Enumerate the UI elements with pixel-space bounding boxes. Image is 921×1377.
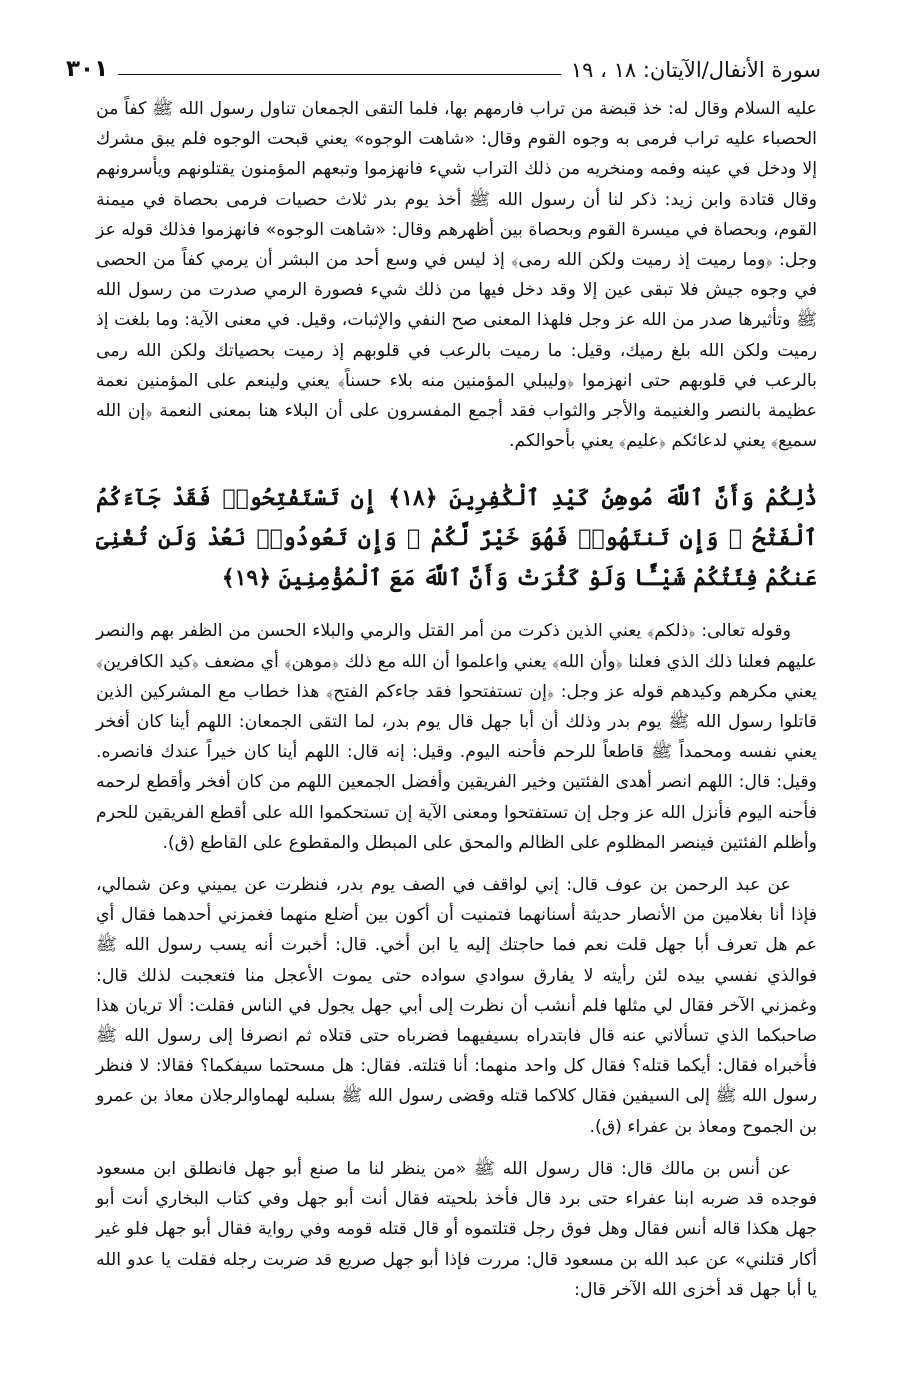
running-title: سورة الأنفال/الآيتان: ١٨ ، ١٩: [570, 58, 821, 82]
paragraph-2: وقوله تعالى: ﴿ذلكم﴾ يعني الذين ذكرت من أمر القتل والرمي والبلاء الحسن من الظفر بهم والنصر عليهم فعلنا ذلك الذي فعلنا ﴿وأن الله﴾ يعني واعلموا أن الله مع ذلك ﴿موهن﴾ أي مضعف ﴿كيد الكافرين﴾ يعني مكرهم وكيدهم قوله عز وجل: ﴿إن تستفتحوا فقد جاءكم الفتح﴾ هذا خطاب مع المشركين الذين قاتلوا رسول الله ﷺ يوم بدر وذلك أن أبا جهل قال يوم بدر، لما التقى الجمعان: اللهم أينا كان أفخر يعني نفسه ومحمداً ﷺ قاطعاً للرحم فأحنه اليوم. وقيل: إنه قال: اللهم أينا كان خيراً عندك فانصره. وقيل: قال: اللهم انصر أهدى الفئتين وخير الفريقين وأفضل الجمعين اللهم من كان أفخر وأقطع لرحمه فأحنه اليوم فأنزل الله عز وجل إن تستفتحوا ومعنى الآية إن تستحكموا الله على أقطع الفريقين للحرم وأظلم الفئتين فينصر المظلوم على الظالم والمحق على المبطل والمقطوع على القاطع (ق).: [96, 621, 817, 853]
body-text: [96, 94, 817, 1305]
header-rule: [118, 74, 561, 75]
paragraph-3: عن عبد الرحمن بن عوف قال: إني لواقف في الصف يوم بدر، فنظرت عن يميني وعن شمالي، فإذا أنا بغلامين من الأنصار حديثة أسنانهما فتمنيت أن أكون بين أضلع منهما فغمزني أحدهما فقال أي عم هل تعرف أبا جهل قلت نعم فما حاجتك إليه يا ابن أخي. قال: أخبرت أنه يسب رسول الله ﷺ فوالذي نفسي بيده لئن رأيته لا يفارق سوادي سواده حتى يموت الأعجل منا فتعجبت لذلك قال: وغمزني الآخر فقال لي مثلها فلم أنشب أن نظرت إلى أبي جهل يجول في الناس فقلت: ألا تريان هذا صاحبكما الذي تسألاني عنه قال فابتدراه بسيفيهما فضرباه حتى قتلاه ثم انصرفا إلى رسول الله ﷺ فأخبراه فقال: أيكما قتله؟ فقال كل واحد منهما: أنا قتلته. فقال: هل مسحتما سيفكما؟ فقالا: لا فنظر رسول الله ﷺ إلى السيفين فقال كلاكما قتله وقضى رسول الله ﷺ بسلبه لهماوالرجلان معاذ بن عمرو بن الجموح ومعاذ بن عفراء (ق).: [96, 875, 817, 1137]
paragraph-4: عن أنس بن مالك قال: قال رسول الله ﷺ «من ينظر لنا ما صنع أبو جهل فانطلق ابن مسعود فوجده قد ضربه ابنا عفراء حتى برد قال فأخذ بلحيته فقال أنت أبو جهل وفي كتاب البخاري أنت أبو جهل هكذا قاله أنس فقال وهل فوق رجل قتلتموه أو قال قتله قومه وفي رواية فقال أبو جهل فلو غير أكار قتلني» عن عبد الله بن مسعود قال: مررت فإذا أبو جهل صريع قد ضربت رجله فقلت يا عدو الله يا أبا جهل قد أخزى الله الآخر قال:: [96, 1158, 817, 1300]
quran-verse: ذَٰلِكُمْ وَأَنَّ ٱللَّهَ مُوهِنُ كَيْدِ ٱلْكَٰفِرِينَ ﴿١٨﴾ إِن تَسْتَفْتِحُوا۟ فَقَدْ جَآءَكُمُ ٱلْفَتْحُ ۖ وَإِن تَنتَهُوا۟ فَهُوَ خَيْرٌ لَّكُمْ ۖ وَإِن تَعُودُوا۟ نَعُدْ وَلَن تُغْنِىَ عَنكُمْ فِئَتُكُمْ شَيْـًٔا وَلَوْ كَثُرَتْ وَأَنَّ ٱللَّهَ مَعَ ٱلْمُؤْمِنِينَ ﴿١٩﴾: [96, 485, 817, 592]
paragraph-1: عليه السلام وقال له: خذ قبضة من تراب فارمهم بها، فلما التقى الجمعان تناول رسول الله ﷺ كفاً من الحصباء عليه تراب فرمى به وجوه القوم وقال: «شاهت الوجوه» يعني قبحت الوجوه فلم يبق مشرك إلا ودخل في عينه وفمه ومنخريه من ذلك التراب شيء فانهزموا وتبعهم المؤمنون يقتلونهم ويأسرونهم وقال قتادة وابن زيد: ذكر لنا أن رسول الله ﷺ أخذ يوم بدر ثلاث حصيات فرمى بحصاة في ميمنة القوم، وبحصاة في ميسرة القوم وبحصاة بين أظهرهم وقال: «شاهت الوجوه» فانهزموا فذلك قوله عز وجل: ﴿وما رميت إذ رميت ولكن الله رمى﴾ إذ ليس في وسع أحد من البشر أن يرمي كفاً من الحصى في وجوه جيش فلا تبقى عين إلا وقد دخل فيها من ذلك شيء فصورة الرمي صدرت من رسول الله ﷺ وتأثيرها صدر من الله عز وجل فلهذا المعنى صح النفي والإثبات، وقيل. في معنى الآية: وما بلغت إذ رميت ولكن الله بلغ رميك، وقيل: ما رميت بالرعب في قلوبهم إذ رميت بحصياتك ولكن الله رمى بالرعب في قلوبهم حتى انهزموا ﴿وليبلي المؤمنين منه بلاء حسناً﴾ يعني ولينعم على المؤمنين نعمة عظيمة بالنصر والغنيمة والأجر والثواب فقد أجمع المفسرون على أن البلاء هنا بمعنى النعمة ﴿إن الله سميع﴾ يعني لدعائكم ﴿عليم﴾ يعني بأحوالكم.: [96, 99, 817, 452]
page-number: ٣٠١: [66, 56, 109, 82]
page-header: [66, 48, 821, 82]
